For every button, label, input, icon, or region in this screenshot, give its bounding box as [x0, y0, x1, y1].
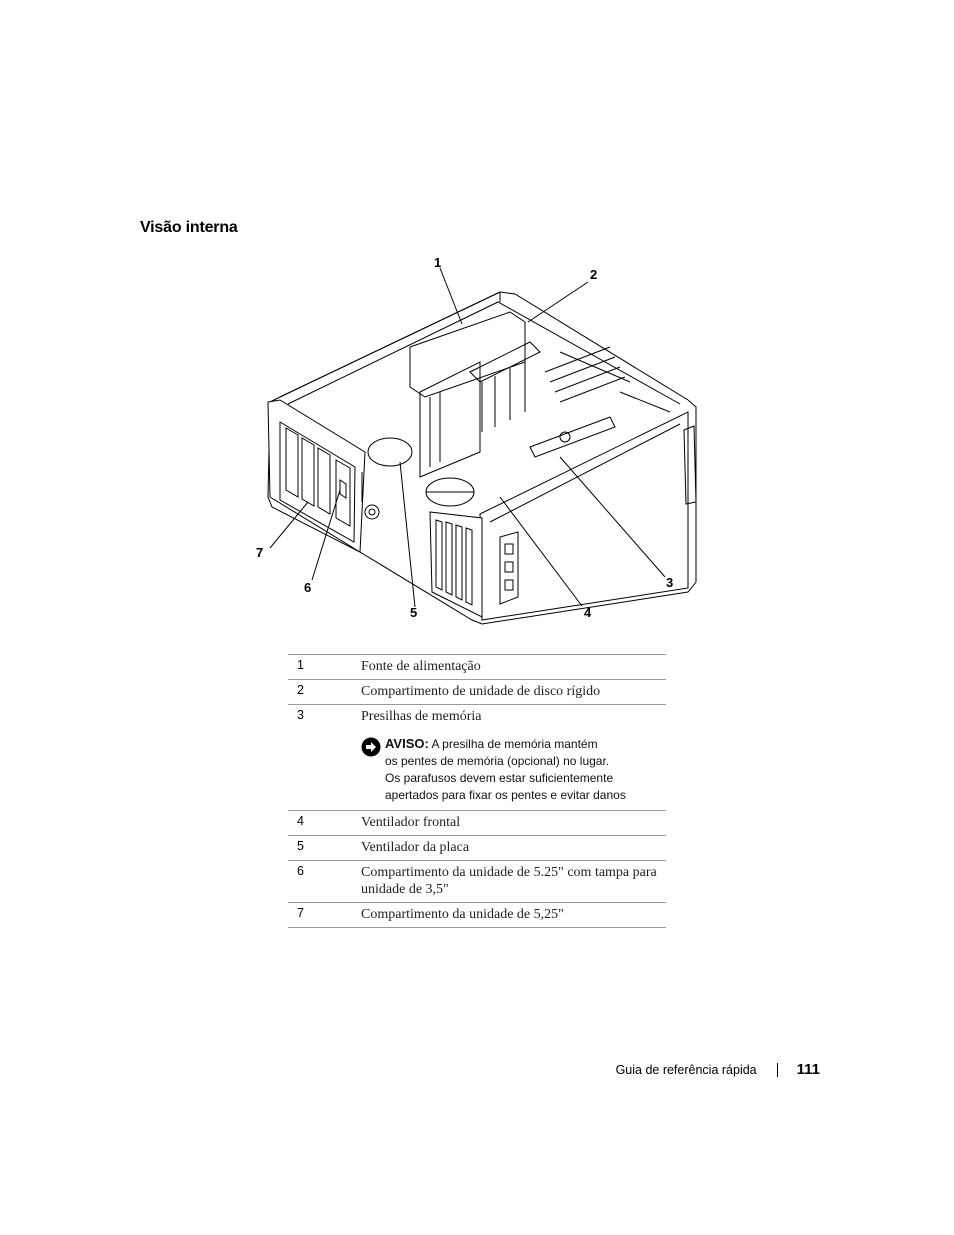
legend-number: 5	[288, 836, 361, 861]
table-row	[288, 903, 666, 928]
callout-4: 4	[584, 605, 592, 620]
page-footer	[616, 1061, 820, 1078]
legend-description: Ventilador da placa	[361, 836, 666, 861]
legend-number: 1	[288, 655, 361, 680]
notice-label: AVISO:	[385, 736, 429, 751]
notice-arrow-icon	[361, 737, 385, 804]
callout-6: 6	[304, 580, 312, 595]
legend-number: 7	[288, 903, 361, 928]
table-row	[288, 680, 666, 705]
legend-description: Presilhas de memória	[361, 709, 482, 724]
callout-1: 1	[434, 255, 442, 270]
legend-description: Ventilador frontal	[361, 811, 666, 836]
footer-divider	[777, 1063, 778, 1077]
callout-5: 5	[410, 605, 418, 620]
page-number: 111	[796, 1061, 820, 1078]
computer-interior-illustration	[250, 252, 710, 632]
table-row	[288, 811, 666, 836]
legend-number: 2	[288, 680, 361, 705]
legend-number: 6	[288, 861, 361, 903]
table-row	[288, 655, 666, 680]
notice-body: A presilha de memória mantém os pentes de memória (opcional) no lugar. Os parafusos devem estar suficientemente apertados para fixar os pentes e evitar danos	[385, 737, 626, 802]
table-row	[288, 861, 666, 903]
legend-description-with-notice	[361, 705, 666, 811]
computer-interior-figure	[250, 252, 710, 632]
legend-number: 3	[288, 705, 361, 811]
legend-description: Compartimento da unidade de 5.25" com tampa para unidade de 3,5"	[361, 861, 666, 903]
callout-7: 7	[256, 545, 264, 560]
callout-3: 3	[666, 575, 674, 590]
section-heading: Visão interna	[140, 219, 238, 236]
legend-description: Compartimento da unidade de 5,25"	[361, 903, 666, 928]
table-row	[288, 705, 666, 811]
callout-2: 2	[590, 267, 598, 282]
table-row	[288, 836, 666, 861]
legend-number: 4	[288, 811, 361, 836]
legend-description: Compartimento de unidade de disco rígido	[361, 680, 666, 705]
footer-title: Guia de referência rápida	[615, 1062, 757, 1077]
notice-box	[361, 735, 666, 804]
legend-description: Fonte de alimentação	[361, 655, 666, 680]
legend-table	[288, 654, 666, 928]
notice-text	[385, 735, 626, 804]
